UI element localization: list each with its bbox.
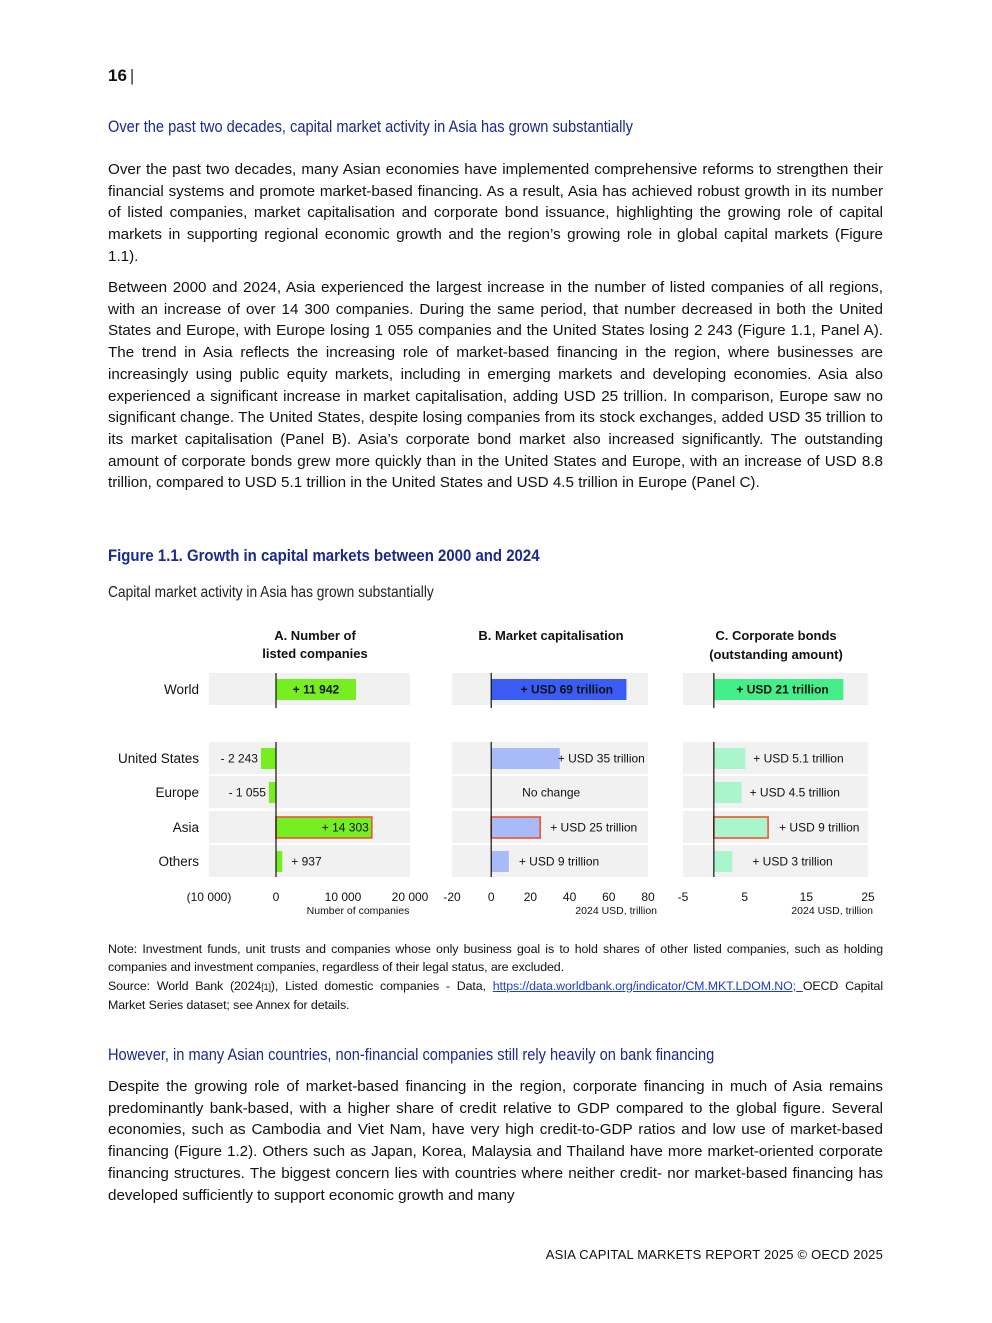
panel-title-line-1: B. Market capitalisation <box>478 628 624 643</box>
panel-title-line-1: A. Number of <box>274 628 356 643</box>
bar-asia <box>491 817 540 838</box>
category-label-europe: Europe <box>155 785 199 800</box>
bar-others <box>491 851 509 872</box>
figure-source: Source: World Bank (2024[1]), Listed domestic companies - Data, https://data.worldbank.org/indicator/CM.MKT.LDOM.NO; OECD Capital Market Series dataset; see Annex for details. <box>108 979 883 1012</box>
bar-united-states <box>714 748 745 769</box>
category-label-asia: Asia <box>172 820 199 835</box>
data-label-others: + USD 9 trillion <box>518 854 600 869</box>
tick-label-2: 10 000 <box>324 890 362 904</box>
tick-label-1: 0 <box>487 890 495 904</box>
paragraph-listed-companies: Between 2000 and 2024, Asia experienced the largest increase in the number of listed companies of all regions, with an increase of over 14 300 companies. During the same period, that number decreased in both the United States and Europe, with Europe losing 1 055 companies and the United States losing 2 243 (Figure 1.1, Panel A). The trend in Asia reflects the increasing role of market-based financing in the region, where businesses are increasingly using public equity markets, including in emerging markets and developing economies. Asia also experienced a significant increase in market capitalisation, adding USD 25 trillion. In comparison, Europe saw no significant change. The United States, despite losing companies from its stock exchanges, added USD 35 trillion to its market capitalisation (Panel B). Asia’s corporate bond market also increased significantly. The outstanding amount of corporate bonds grew more quickly than in the United States and Europe, with an increase of USD 8.8 trillion, compared to USD 5.1 trillion in the United States and USD 4.5 trillion in Europe (Panel C). <box>108 279 883 492</box>
data-label-world: + USD 21 trillion <box>736 682 829 697</box>
tick-label-0: -20 <box>443 890 461 904</box>
page-number-separator: | <box>129 66 135 85</box>
category-labels <box>118 682 200 869</box>
data-label-world: + 11 942 <box>292 682 340 697</box>
tick-label-3: 40 <box>562 890 577 904</box>
page-footer: ASIA CAPITAL MARKETS REPORT 2025 © OECD 2025 <box>545 1247 883 1262</box>
bar-united-states <box>261 748 276 769</box>
data-label-united-states: - 2 243 <box>220 751 258 766</box>
section-heading-asia-growth: Over the past two decades, capital market activity in Asia has grown substantially <box>108 117 633 136</box>
data-label-asia: + 14 303 <box>321 820 369 835</box>
bar-asia <box>714 817 768 838</box>
data-label-asia: + USD 25 trillion <box>550 820 638 835</box>
data-label-united-states: + USD 35 trillion <box>557 751 645 766</box>
data-label-others: + USD 3 trillion <box>752 854 833 869</box>
bar-europe <box>714 782 742 803</box>
paragraph-bank-based: Despite the growing role of market-based financing in the region, corporate financing in much of Asia remains predominantly bank-based, with a higher share of credit relative to GDP compared to the global figure. Several economies, such as Cambodia and Viet Nam, have very high credit-to-GDP ratios and low use of market-based financing (Figure 1.2). Others such as Japan, Korea, Malaysia and Thailand have more market-oriented corporate financing structures. The biggest concern lies with countries where neither credit- nor market-based financing has developed sufficiently to support economic growth and many <box>108 1078 883 1204</box>
data-label-europe: - 1 055 <box>228 785 266 800</box>
data-label-others: + 937 <box>291 854 322 869</box>
section-heading-bank-financing: However, in many Asian countries, non-financial companies still rely heavily on bank financing <box>108 1045 715 1064</box>
bar-others <box>276 851 282 872</box>
figure-subtitle: Capital market activity in Asia has grown substantially <box>108 584 434 601</box>
tick-label-2: 20 <box>523 890 538 904</box>
category-label-others: Others <box>158 854 199 869</box>
panel-title-line-1: C. Corporate bonds <box>715 628 837 643</box>
tick-label-2: 15 <box>799 890 814 904</box>
bar-united-states <box>491 748 560 769</box>
tick-label-0: (10 000) <box>186 890 232 904</box>
tick-label-0: -5 <box>677 890 689 904</box>
data-label-world: + USD 69 trillion <box>520 682 613 697</box>
category-label-united-states: United States <box>117 751 199 766</box>
panel-market-capitalisation <box>443 628 657 917</box>
axis-label: 2024 USD, trillion <box>791 905 873 917</box>
panel-corporate-bonds <box>678 628 875 917</box>
panel-title-line-2: listed companies <box>262 646 368 661</box>
panel-listed-companies <box>187 628 429 917</box>
data-label-asia: + USD 9 trillion <box>779 820 860 835</box>
bar-others <box>714 851 733 872</box>
axis-label: 2024 USD, trillion <box>575 905 657 917</box>
paragraph-reforms: Over the past two decades, many Asian economies have implemented comprehensive reforms to strengthen their financial systems and promote market-based financing. As a result, Asia has achieved robust growth in its number of listed companies, market capitalisation and corporate bond issuance, highlighting the growing role of capital markets in supporting regional economic growth and the region’s growing role in global capital markets (Figure 1.1). <box>108 161 883 265</box>
bar-europe <box>269 782 276 803</box>
axis-label: Number of companies <box>306 905 410 917</box>
figure-chart <box>100 620 900 925</box>
tick-label-5: 80 <box>641 890 655 904</box>
data-label-europe: + USD 4.5 trillion <box>749 785 840 800</box>
panel-title-line-2: (outstanding amount) <box>709 647 843 662</box>
tick-label-3: 20 000 <box>391 890 429 904</box>
data-label-united-states: + USD 5.1 trillion <box>753 751 844 766</box>
category-label-world: World <box>163 682 199 697</box>
tick-label-3: 25 <box>861 890 875 904</box>
tick-label-1: 5 <box>741 890 749 904</box>
source-link[interactable]: https://data.worldbank.org/indicator/CM.MKT.LDOM.NO; <box>492 979 803 993</box>
figure-title: Figure 1.1. Growth in capital markets between 2000 and 2024 <box>108 546 540 565</box>
figure-note: Note: Investment funds, unit trusts and companies whose only business goal is to hold shares of other listed companies, such as holding companies and investment companies, regardless of their legal status, are excluded. <box>108 942 883 974</box>
tick-label-4: 60 <box>602 890 616 904</box>
page-number: 16 | <box>108 66 135 85</box>
data-label-europe: No change <box>522 785 581 800</box>
tick-label-1: 0 <box>272 890 280 904</box>
